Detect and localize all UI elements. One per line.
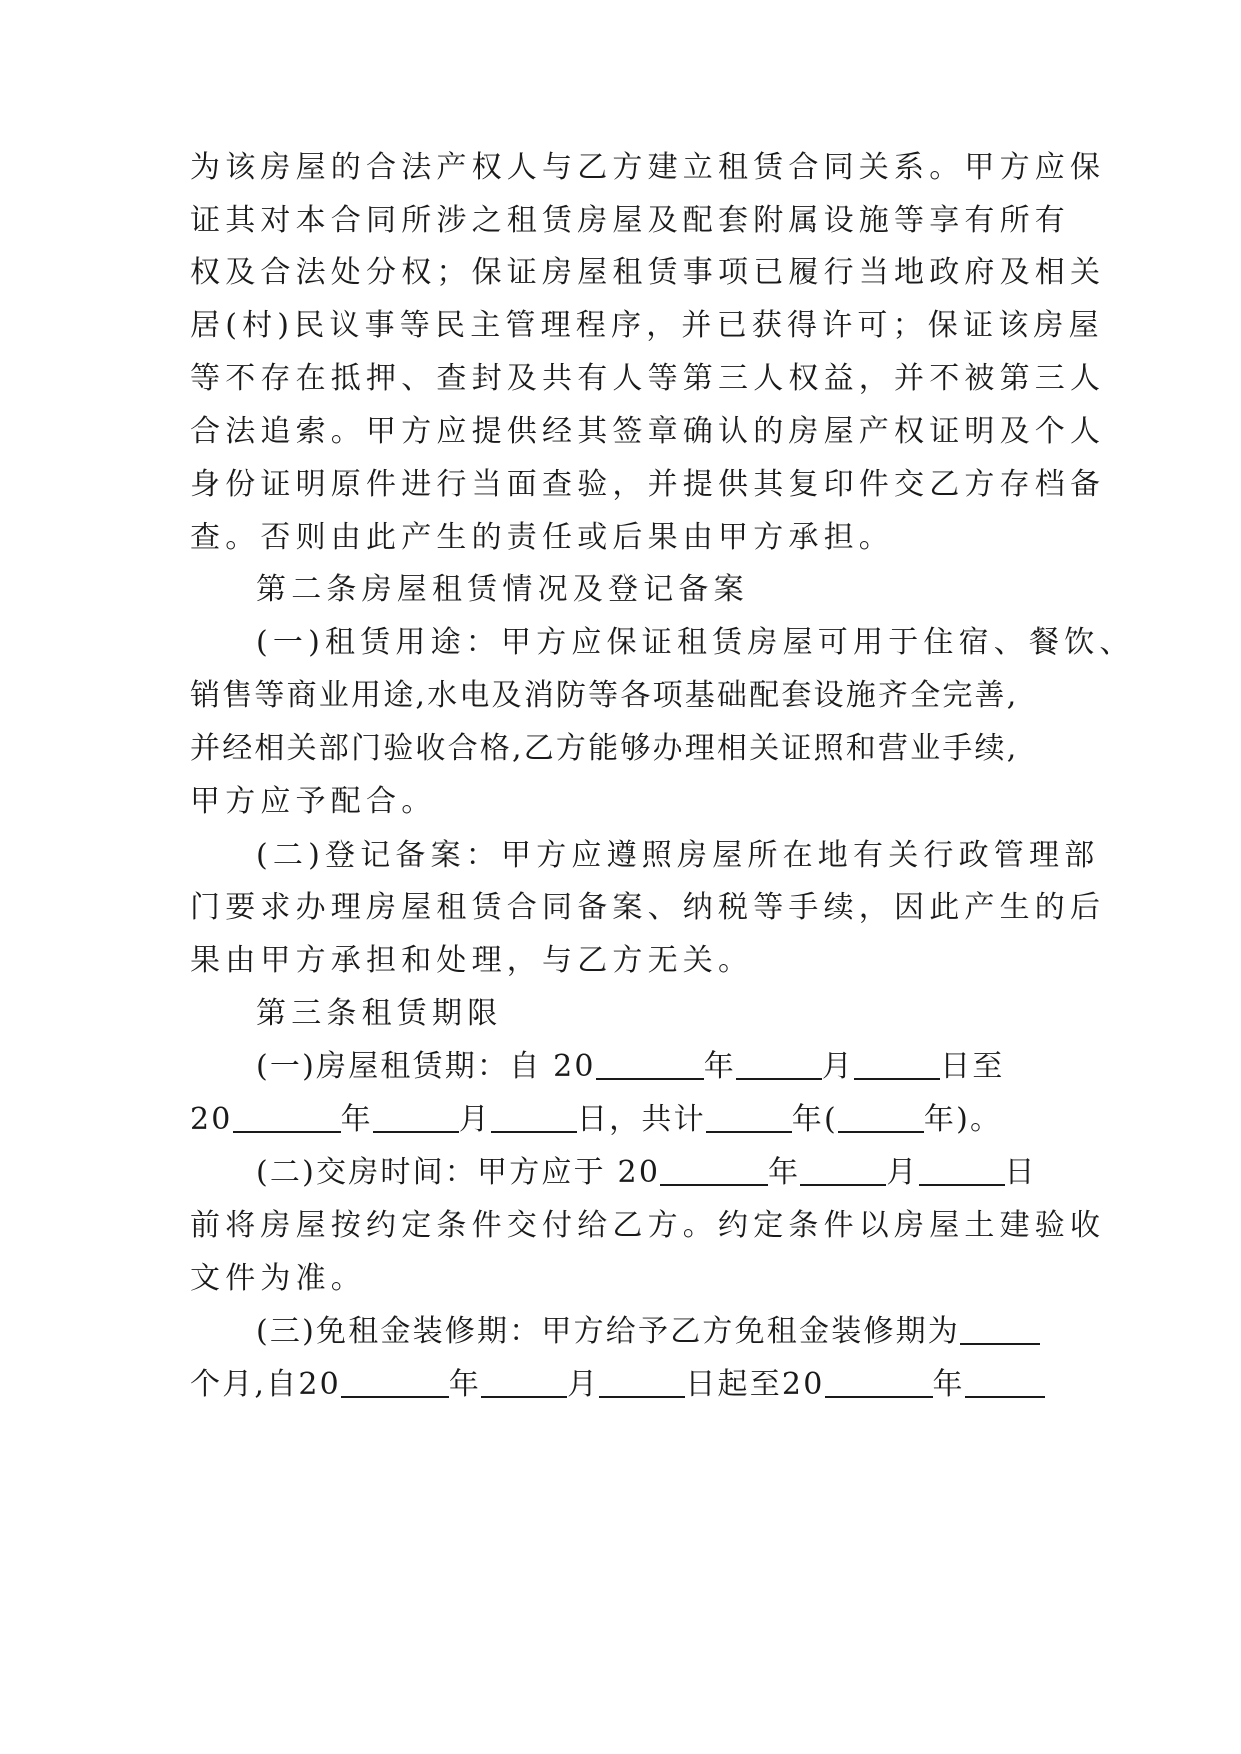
fill-blank[interactable] [960, 1313, 1040, 1345]
year-label: 年 [932, 1367, 965, 1402]
text-line: 甲方应予配合。 [190, 784, 437, 819]
text-line: 并经相关部门验收合格,乙方能够办理相关证照和营业手续, [190, 731, 1019, 766]
text-line: 为该房屋的合法产权人与乙方建立租赁合同关系。甲方应保 [190, 150, 1106, 185]
text-line: 居(村)民议事等民主管理程序，并已获得许可；保证该房屋 [190, 308, 1104, 343]
month-label: 月 [821, 1049, 855, 1084]
month-label: 月 [567, 1367, 600, 1402]
fill-blank[interactable] [599, 1366, 685, 1398]
day-to-label: 日至 [940, 1049, 1005, 1084]
text-line: (一)租赁用途：甲方应保证租赁房屋可用于住宿、餐饮、 [256, 625, 1135, 660]
rent-free-prefix: (三)免租金装修期：甲方给予乙方免租金装修期为 [256, 1314, 961, 1349]
text-line: 权及合法处分权；保证房屋租赁事项已履行当地政府及相关 [190, 255, 1106, 290]
section-heading: 第二条房屋租赁情况及登记备案 [256, 572, 749, 607]
months-prefix: 个月,自20 [190, 1367, 341, 1402]
text-line: 门要求办理房屋租赁合同备案、纳税等手续，因此产生的后 [190, 890, 1106, 925]
year-paren-open: 年( [791, 1102, 838, 1137]
fill-blank[interactable] [660, 1154, 768, 1186]
fill-blank[interactable] [596, 1048, 704, 1080]
text-line: (二)登记备案：甲方应遵照房屋所在地有关行政管理部 [256, 838, 1100, 873]
text-line: 合法追索。甲方应提供经其签章确认的房屋产权证明及个人 [190, 414, 1106, 449]
text-line: 证其对本合同所涉之租赁房屋及配套附属设施等享有所有 [190, 203, 1070, 238]
fill-blank[interactable] [825, 1366, 933, 1398]
text-line: 等不存在抵押、查封及共有人等第三人权益，并不被第三人 [190, 361, 1106, 396]
lease-period-prefix: (一)房屋租赁期：自 20 [256, 1049, 596, 1084]
fill-blank[interactable] [706, 1101, 792, 1133]
year-paren-close: 年)。 [923, 1102, 1003, 1137]
text-line: 查。否则由此产生的责任或后果由甲方承担。 [190, 520, 894, 555]
year-label: 年 [768, 1155, 801, 1190]
text-line: 文件为准。 [190, 1261, 366, 1296]
text-line: 果由甲方承担和处理，与乙方无关。 [190, 943, 754, 978]
month-label: 月 [886, 1155, 919, 1190]
day-total-label: 日，共计 [576, 1102, 706, 1137]
day-from-label: 日起至20 [685, 1367, 825, 1402]
text-line: 身份证明原件进行当面查验，并提供其复印件交乙方存档备 [190, 467, 1106, 502]
fill-blank[interactable] [233, 1101, 341, 1133]
fill-blank[interactable] [491, 1101, 577, 1133]
year-label: 年 [448, 1367, 482, 1402]
handover-line [256, 1153, 1050, 1193]
fill-blank[interactable] [341, 1366, 449, 1398]
rent-free-line [256, 1312, 1050, 1352]
section-heading: 第三条租赁期限 [256, 996, 503, 1031]
fill-blank[interactable] [854, 1048, 940, 1080]
handover-prefix: (二)交房时间：甲方应于 20 [256, 1155, 661, 1190]
lease-period-line [190, 1100, 1050, 1140]
fill-blank[interactable] [919, 1154, 1005, 1186]
year-prefix: 20 [190, 1102, 233, 1137]
fill-blank[interactable] [838, 1101, 924, 1133]
fill-blank[interactable] [965, 1366, 1045, 1398]
fill-blank[interactable] [800, 1154, 886, 1186]
fill-blank[interactable] [481, 1366, 567, 1398]
year-label: 年 [703, 1049, 736, 1084]
rent-free-line [190, 1365, 1050, 1405]
month-label: 月 [458, 1102, 491, 1137]
fill-blank[interactable] [373, 1101, 459, 1133]
text-line: 前将房屋按约定条件交付给乙方。约定条件以房屋土建验收 [190, 1208, 1106, 1243]
day-label: 日 [1004, 1155, 1037, 1190]
text-line: 销售等商业用途,水电及消防等各项基础配套设施齐全完善, [190, 678, 1019, 713]
fill-blank[interactable] [736, 1048, 822, 1080]
lease-period-line [256, 1047, 1050, 1087]
year-label: 年 [340, 1102, 373, 1137]
